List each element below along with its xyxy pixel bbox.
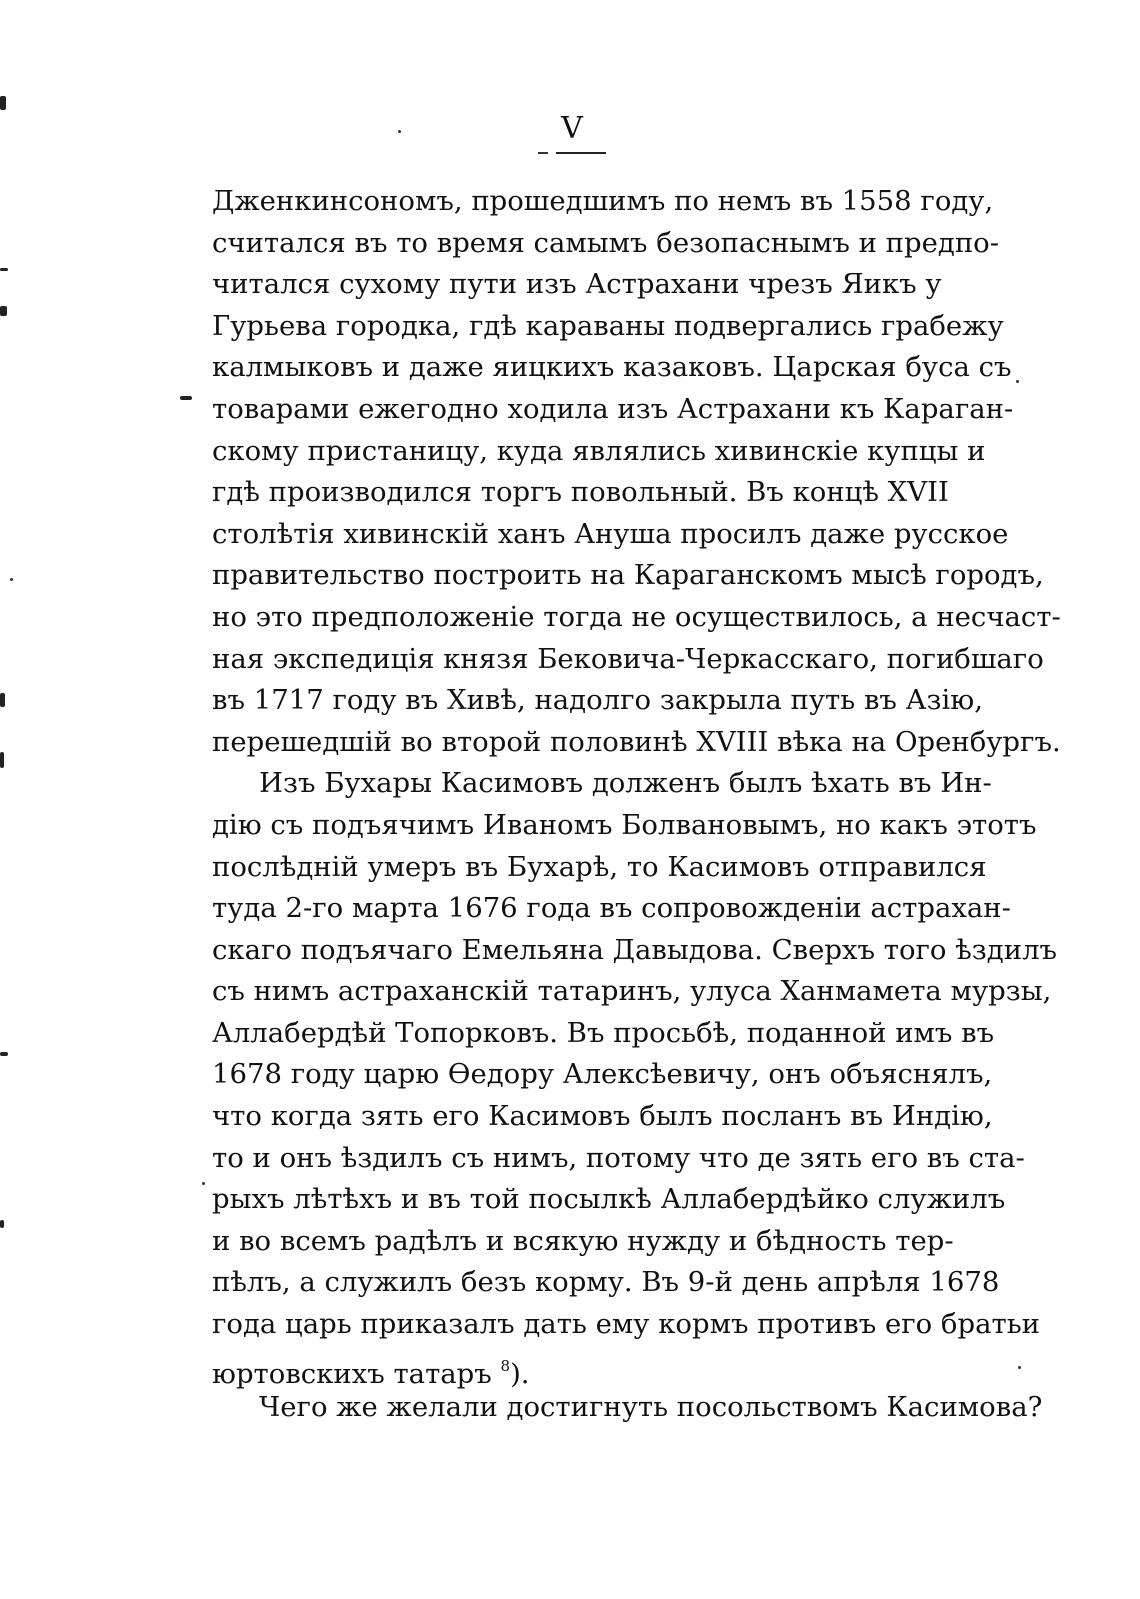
text-line: гдѣ производился торгъ повольный. Въ концѣ XVII — [212, 476, 949, 509]
text-line: дію съ подъячимъ Иваномъ Болвановымъ, но какъ этотъ — [212, 808, 1037, 841]
text-line: послѣдній умеръ въ Бухарѣ, то Касимовъ отправился — [212, 850, 987, 883]
text-line: Дженкинсономъ, прошедшимъ по немъ въ 1558 году, — [212, 185, 994, 217]
page-number: V — [561, 111, 583, 146]
text-line: Чего же желали достигнуть посольствомъ Касимова? — [259, 1391, 1043, 1424]
text-line: и во всемъ радѣлъ и всякую нужду и бѣдность тер- — [212, 1224, 954, 1257]
header-rule-dash — [538, 152, 548, 154]
text-line: калмыковъ и даже яицкихъ казаковъ. Царская буса съ — [212, 351, 1012, 384]
text-line: скаго подъячаго Емельяна Давыдова. Сверхъ того ѣздилъ — [212, 933, 1058, 966]
scan-margin-mark — [0, 1220, 4, 1228]
scan-speck — [10, 578, 13, 581]
scan-speck — [1016, 380, 1019, 383]
text-line: читался сухому пути изъ Астрахани чрезъ Яикъ у — [212, 268, 942, 301]
header-rule — [556, 152, 606, 154]
text-line: Изъ Бухары Касимовъ долженъ былъ ѣхать въ Ин- — [259, 767, 992, 800]
text-line: но это предположеніе тогда не осуществилось, а несчаст- — [212, 600, 1061, 633]
text-line: ная экспедиція князя Бековича-Черкасскаго, погибшаго — [212, 642, 1044, 675]
scan-margin-mark — [0, 752, 4, 768]
scan-margin-mark — [0, 96, 6, 110]
text-line: 1678 году царю Ѳедору Алексѣевичу, онъ объяснялъ, — [212, 1058, 993, 1091]
text-line-last — [212, 1346, 938, 1388]
text-line: Гурьева городка, гдѣ караваны подвергались грабежу — [212, 309, 1004, 342]
scan-margin-mark — [0, 268, 8, 271]
closing-punctuation: ). — [510, 1357, 530, 1390]
text-line: рыхъ лѣтѣхъ и въ той посылкѣ Аллабердѣйко служилъ — [212, 1183, 1006, 1216]
scan-speck — [202, 1182, 205, 1185]
text-line: что когда зять его Касимовъ былъ посланъ въ Индію, — [212, 1100, 993, 1133]
text-line: правительство построить на Караганскомъ мысѣ городъ, — [212, 559, 1044, 592]
scan-margin-mark — [0, 1052, 8, 1056]
text-line: въ 1717 году въ Хивѣ, надолго закрыла путь въ Азію, — [212, 684, 983, 717]
text-line: считался въ то время самымъ безопаснымъ и предпо- — [212, 226, 999, 259]
scan-margin-mark — [0, 306, 7, 316]
text-line-content: юртовскихъ татаръ — [212, 1357, 492, 1390]
text-line: туда 2-го марта 1676 года въ сопровожденіи астрахан- — [212, 892, 1011, 925]
text-line: пѣлъ, а служилъ безъ корму. Въ 9-й день апрѣля 1678 — [212, 1266, 1000, 1299]
scan-speck — [398, 130, 401, 133]
paragraph-1 — [212, 181, 1061, 763]
text-line: перешедшій во второй половинѣ XVIII вѣка на Оренбургъ. — [212, 725, 1061, 758]
text-line: года царь приказалъ дать ему кормъ противъ его братьи — [212, 1308, 1040, 1341]
text-line: съ нимъ астраханскій татаринъ, улуса Ханмамета мурзы, — [212, 975, 1052, 1008]
text-line: то и онъ ѣздилъ съ нимъ, потому что де зять его въ ста- — [212, 1141, 1025, 1174]
paragraph-3 — [212, 1387, 1043, 1429]
scan-margin-mark — [0, 693, 5, 707]
text-line: Аллабердѣй Топорковъ. Въ просьбѣ, поданной имъ въ — [212, 1016, 995, 1049]
text-line: товарами ежегодно ходила изъ Астрахани къ Караган- — [212, 392, 1014, 425]
text-line: скому пристаницу, куда являлись хивинскіе купцы и — [212, 434, 986, 467]
text-line: столѣтія хивинскій ханъ Ануша просилъ даже русское — [212, 517, 1009, 550]
body-text — [212, 181, 1061, 1429]
scan-speck — [1018, 1366, 1021, 1369]
scan-margin-mark — [180, 396, 192, 400]
footnote-reference: 8 — [500, 1356, 511, 1375]
paragraph-2 — [212, 763, 1058, 1390]
